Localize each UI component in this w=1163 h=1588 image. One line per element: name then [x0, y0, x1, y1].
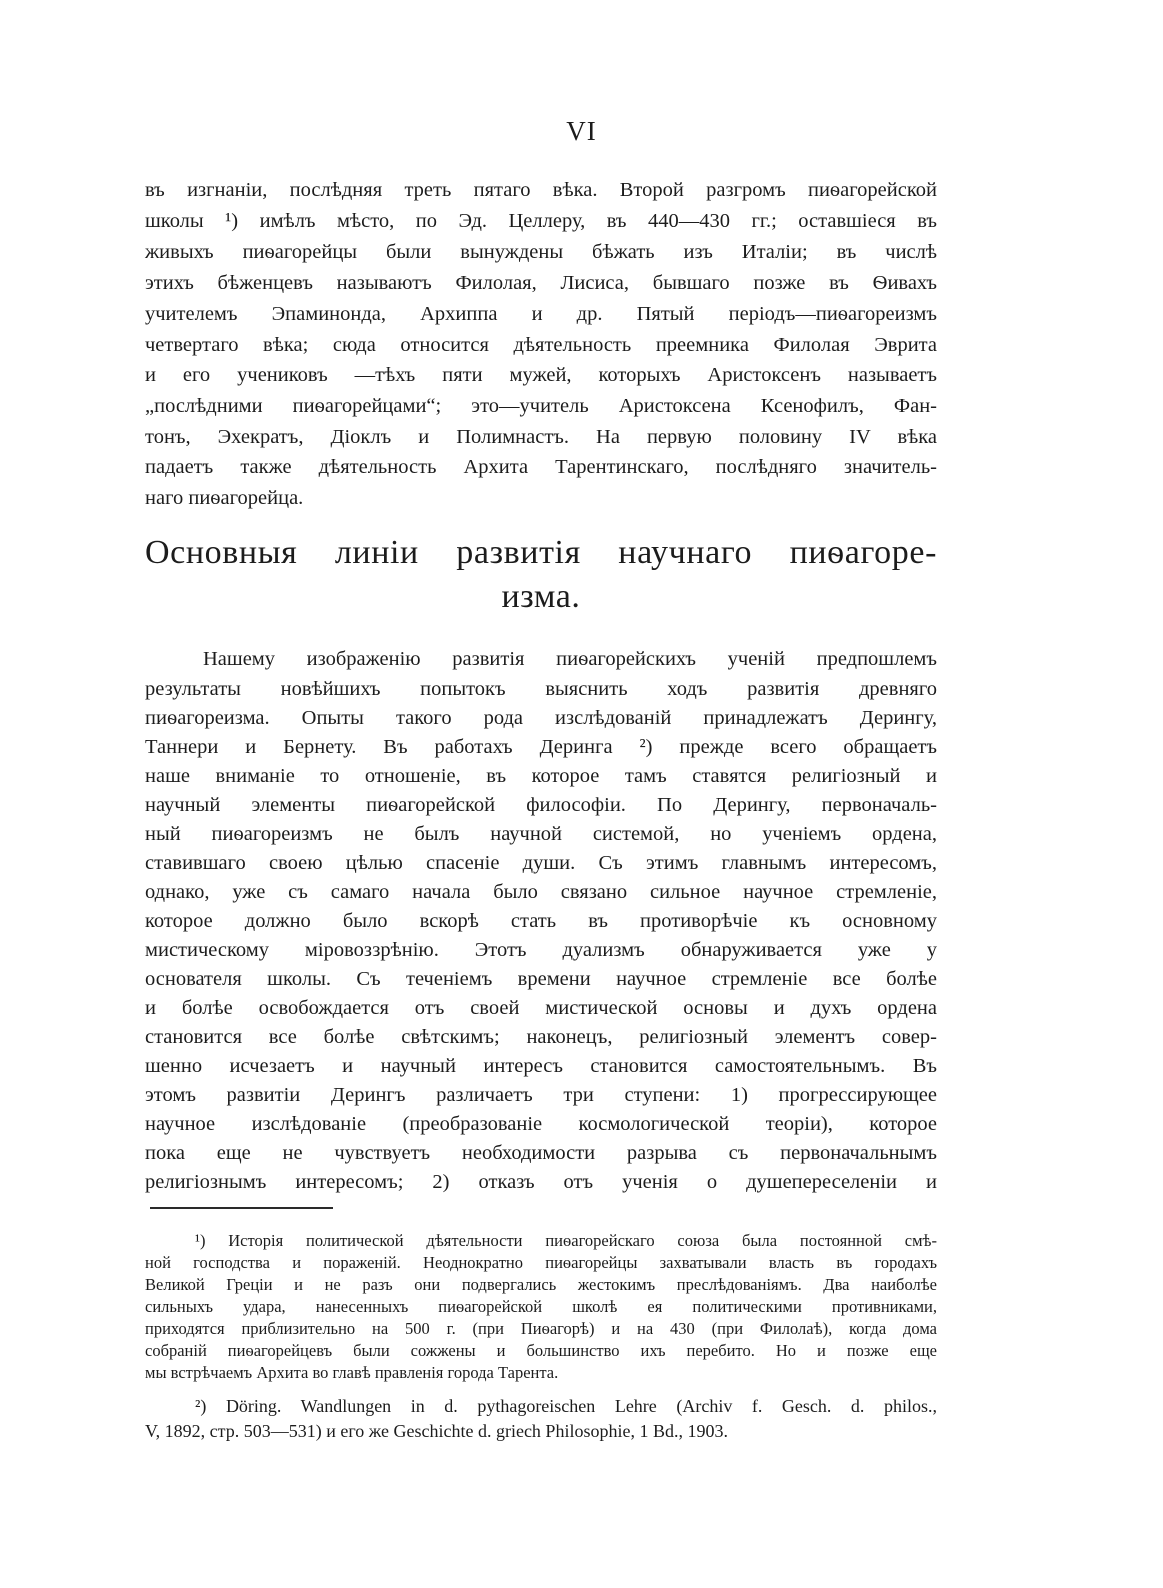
text-line: однако, уже съ самаго начала было связано сильное научное стремленіе, [145, 881, 937, 903]
text-line: „послѣдними пиѳагорейцами“; это—учитель Аристоксена Ксенофилъ, Фан- [145, 395, 937, 417]
text-line: научное изслѣдованіе (преобразованіе космологической теоріи), которое [145, 1113, 937, 1135]
footnote-line: V, 1892, стр. 503—531) и его же Geschichte d. griech Philosophie, 1 Bd., 1903. [145, 1421, 728, 1441]
footnote-divider [150, 1207, 333, 1209]
text-line: пока еще не чувствуетъ необходимости разрыва съ первоначальнымъ [145, 1142, 937, 1164]
text-line: этихъ бѣженцевъ называютъ Филолая, Лисиса, бывшаго позже въ Ѳивахъ [145, 272, 937, 294]
text-line: мистическому міровоззрѣнію. Этотъ дуализмъ обнаруживается уже у [145, 939, 937, 961]
text-line: наше вниманіе то отношеніе, въ которое тамъ ставятся религіозный и [145, 765, 937, 787]
text-line: ставившаго своею цѣлью спасеніе души. Съ этимъ главнымъ интересомъ, [145, 852, 937, 874]
text-line: ный пиѳагореизмъ не былъ научной системой, но ученіемъ ордена, [145, 823, 937, 845]
text-line: научный элементы пиѳагорейской философіи. По Дерингу, первоначаль- [145, 794, 937, 816]
footnote-line: сильныхъ удара, нанесенныхъ пиѳагорейской школѣ ея политическими противниками, [145, 1297, 937, 1316]
text-line: религіознымъ интересомъ; 2) отказъ отъ ученія о душепереселеніи и [145, 1171, 937, 1193]
text-line: этомъ развитіи Дерингъ различаетъ три ступени: 1) прогрессирующее [145, 1084, 937, 1106]
text-line: и его учениковъ —тѣхъ пяти мужей, которыхъ Аристоксенъ называетъ [145, 364, 937, 386]
text-line: Таннери и Бернету. Въ работахъ Деринга ²) прежде всего обращаетъ [145, 736, 937, 758]
text-line: основателя школы. Съ теченіемъ времени научное стремленіе все болѣе [145, 968, 937, 990]
text-line: тонъ, Эхекратъ, Діоклъ и Полимнастъ. На первую половину IV вѣка [145, 426, 937, 448]
footnote-line: мы встрѣчаемъ Архита во главѣ правленія города Тарента. [145, 1363, 559, 1382]
text-line: пиѳагореизма. Опыты такого рода изслѣдованій принадлежатъ Дерингу, [145, 707, 937, 729]
text-line: четвертаго вѣка; сюда относится дѣятельность преемника Филолая Эврита [145, 334, 937, 356]
text-line: которое должно было вскорѣ стать въ противорѣчіе къ основному [145, 910, 937, 932]
text-line: результаты новѣйшихъ попытокъ выяснить ходъ развитія древняго [145, 678, 937, 700]
footnote-line: ной господства и пораженій. Неоднократно пиѳагорейцы захватывали власть въ городахъ [145, 1253, 937, 1272]
text-line: учителемъ Эпаминонда, Архиппа и др. Пятый періодъ—пиѳагореизмъ [145, 303, 937, 325]
text-line: падаетъ также дѣятельность Архита Тарентинскаго, послѣдняго значитель- [145, 456, 937, 478]
heading-line: изма. [501, 578, 581, 615]
text-line: шенно исчезаетъ и научный интересъ становится самостоятельнымъ. Въ [145, 1055, 937, 1077]
footnote-line: Великой Греціи и не разъ они подвергались жестокимъ преслѣдованіямъ. Два наиболѣе [145, 1275, 937, 1294]
text-line: Нашему изображенію развитія пиѳагорейскихъ ученій предпошлемъ [203, 648, 937, 670]
text-line: и болѣе освобождается отъ своей мистической основы и духъ ордена [145, 997, 937, 1019]
text-line: въ изгнаніи, послѣдняя треть пятаго вѣка. Второй разгромъ пиѳагорейской [145, 179, 937, 201]
text-line: школы ¹) имѣлъ мѣсто, по Эд. Целлеру, въ 440—430 гг.; оставшіеся въ [145, 210, 937, 232]
text-line: становится все болѣе свѣтскимъ; наконецъ, религіозный элементъ совер- [145, 1026, 937, 1048]
footnote-line: ²) Döring. Wandlungen in d. pythagoreischen Lehre (Archiv f. Gesch. d. philos., [195, 1396, 937, 1416]
page-number: VI [566, 116, 597, 146]
text-line: живыхъ пиѳагорейцы были вынуждены бѣжать изъ Италіи; въ числѣ [145, 241, 937, 263]
footnote-line: ¹) Исторія политической дѣятельности пиѳагорейскаго союза была постоянной смѣ- [195, 1231, 937, 1250]
heading-line: Основныя линіи развитія научнаго пиѳагоре- [145, 534, 937, 571]
text-line: наго пиѳагорейца. [145, 487, 304, 509]
footnote-line: собраній пиѳагорейцевъ были сожжены и большинство ихъ перебито. Но и позже еще [145, 1341, 937, 1360]
footnote-line: приходятся приблизительно на 500 г. (при Пиѳагорѣ) и на 430 (при Филолаѣ), когда дома [145, 1319, 937, 1338]
